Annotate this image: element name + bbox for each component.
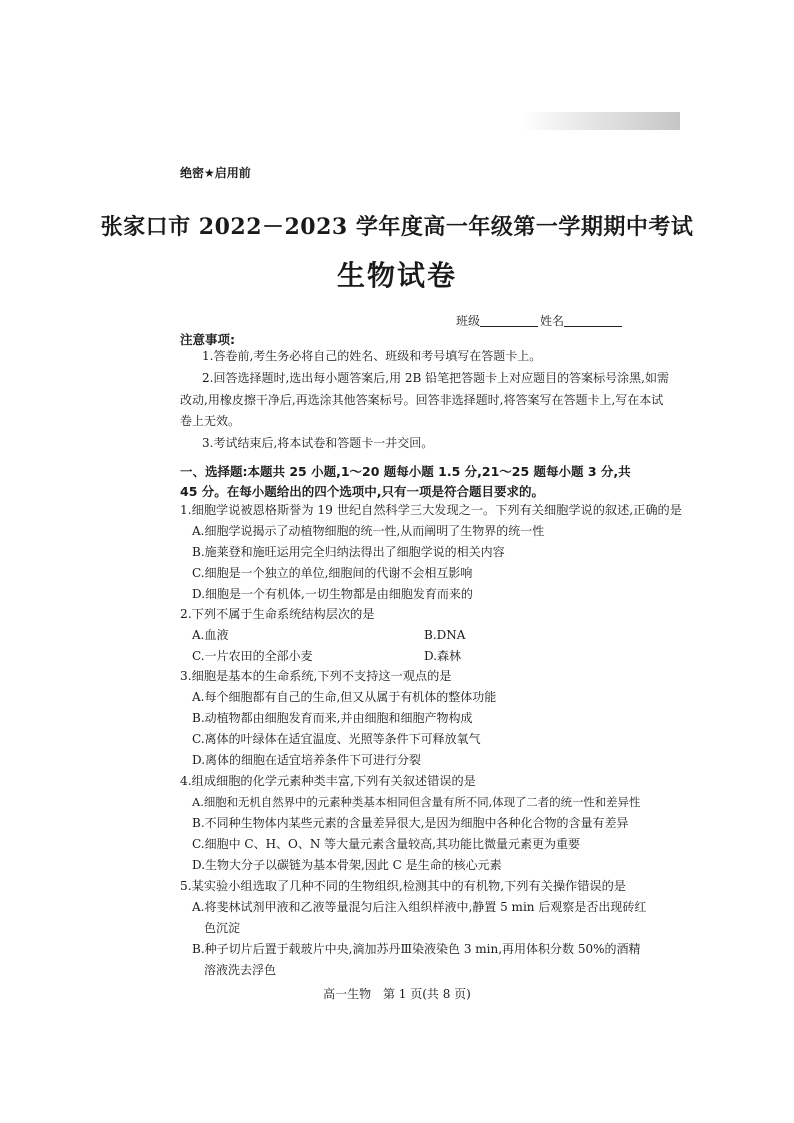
question-4-option-c[interactable]: C.细胞中 C、H、O、N 等大量元素含量较高,其功能比微量元素更为重要 bbox=[192, 837, 580, 851]
name-blank[interactable] bbox=[564, 314, 622, 327]
question-2-option-c[interactable]: C.一片农田的全部小麦 bbox=[192, 649, 313, 663]
notes-title: 注意事项: bbox=[180, 332, 235, 347]
question-5-option-a[interactable] bbox=[192, 897, 647, 939]
class-field bbox=[456, 312, 538, 329]
question-5-option-a-text: A.将斐林试剂甲液和乙液等量混匀后注入组织样液中,静置 5 min 后观察是否出现砖红色沉淀 bbox=[192, 900, 647, 935]
question-1-stem: 1.细胞学说被恩格斯誉为 19 世纪自然科学三大发现之一。下列有关细胞学说的叙述,正确的是 bbox=[180, 503, 682, 517]
note-3: 3.考试结束后,将本试卷和答题卡一并交回。 bbox=[202, 436, 434, 450]
name-field bbox=[540, 312, 622, 329]
question-5-stem: 5.某实验小组选取了几种不同的生物组织,检测其中的有机物,下列有关操作错误的是 bbox=[180, 879, 626, 893]
secret-label: 绝密★启用前 bbox=[180, 166, 251, 180]
question-1-option-a[interactable]: A.细胞学说揭示了动植物细胞的统一性,从而阐明了生物界的统一性 bbox=[192, 524, 545, 538]
question-3-option-c[interactable]: C.离体的叶绿体在适宜温度、光照等条件下可释放氧气 bbox=[192, 732, 481, 746]
question-4-option-a[interactable]: A.细胞和无机自然界中的元素种类基本相同但含量有所不同,体现了二者的统一性和差异性 bbox=[192, 795, 641, 809]
exam-title: 张家口市 2022－2023 学年度高一年级第一学期期中考试 bbox=[100, 214, 694, 240]
note-2-cont: 改动,用橡皮擦干净后,再选涂其他答案标号。回答非选择题时,将答案写在答题卡上,写在本试 bbox=[180, 393, 664, 407]
note-1: 1.答卷前,考生务必将自己的姓名、班级和考号填写在答题卡上。 bbox=[202, 349, 542, 363]
question-2-option-b[interactable]: B.DNA bbox=[424, 628, 466, 642]
question-3-option-b[interactable]: B.动植物都由细胞发育而来,并由细胞和细胞产物构成 bbox=[192, 711, 473, 725]
question-5-option-b-text: B.种子切片后置于载玻片中央,滴加苏丹Ⅲ染液染色 3 min,再用体积分数 50%的酒精溶液洗去浮色 bbox=[192, 942, 641, 977]
question-5-option-b[interactable] bbox=[192, 939, 647, 981]
footer-subject: 高一生物 bbox=[323, 987, 372, 1001]
note-2: 2.回答选择题时,选出每小题答案后,用 2B 铅笔把答题卡上对应题目的答案标号涂黑,如需 bbox=[202, 371, 669, 385]
footer-page: 第 1 页(共 8 页) bbox=[382, 987, 471, 1001]
question-1-option-b[interactable]: B.施莱登和施旺运用完全归纳法得出了细胞学说的相关内容 bbox=[192, 545, 505, 559]
question-3-option-a[interactable]: A.每个细胞都有自己的生命,但又从属于有机体的整体功能 bbox=[192, 690, 497, 704]
question-2-option-d[interactable]: D.森林 bbox=[424, 649, 462, 663]
section-heading: 一、选择题:本题共 25 小题,1～20 题每小题 1.5 分,21～25 题每小题 3 分,共 45 分。在每小题给出的四个选项中,只有一项是符合题目要求的。 bbox=[180, 464, 631, 499]
question-4-option-d[interactable]: D.生物大分子以碳链为基本骨架,因此 C 是生命的核心元素 bbox=[192, 858, 502, 872]
page-footer bbox=[0, 985, 794, 1002]
class-blank[interactable] bbox=[480, 314, 538, 327]
question-1-option-c[interactable]: C.细胞是一个独立的单位,细胞间的代谢不会相互影响 bbox=[192, 566, 473, 580]
question-2-stem: 2.下列不属于生命系统结构层次的是 bbox=[180, 607, 375, 621]
class-label: 班级 bbox=[456, 314, 481, 328]
question-1-option-d[interactable]: D.细胞是一个有机体,一切生物都是由细胞发育而来的 bbox=[192, 587, 473, 601]
question-3-stem: 3.细胞是基本的生命系统,下列不支持这一观点的是 bbox=[180, 669, 452, 683]
exam-subtitle: 生物试卷 bbox=[336, 259, 457, 292]
name-label: 姓名 bbox=[540, 314, 565, 328]
question-3-option-d[interactable]: D.离体的细胞在适宜培养条件下可进行分裂 bbox=[192, 753, 422, 767]
question-4-option-b[interactable]: B.不同种生物体内某些元素的含量差异很大,是因为细胞中各种化合物的含量有差异 bbox=[192, 816, 629, 830]
question-4-stem: 4.组成细胞的化学元素种类丰富,下列有关叙述错误的是 bbox=[180, 774, 476, 788]
note-2-end: 卷上无效。 bbox=[180, 414, 241, 428]
question-2-option-a[interactable]: A.血液 bbox=[192, 628, 229, 642]
